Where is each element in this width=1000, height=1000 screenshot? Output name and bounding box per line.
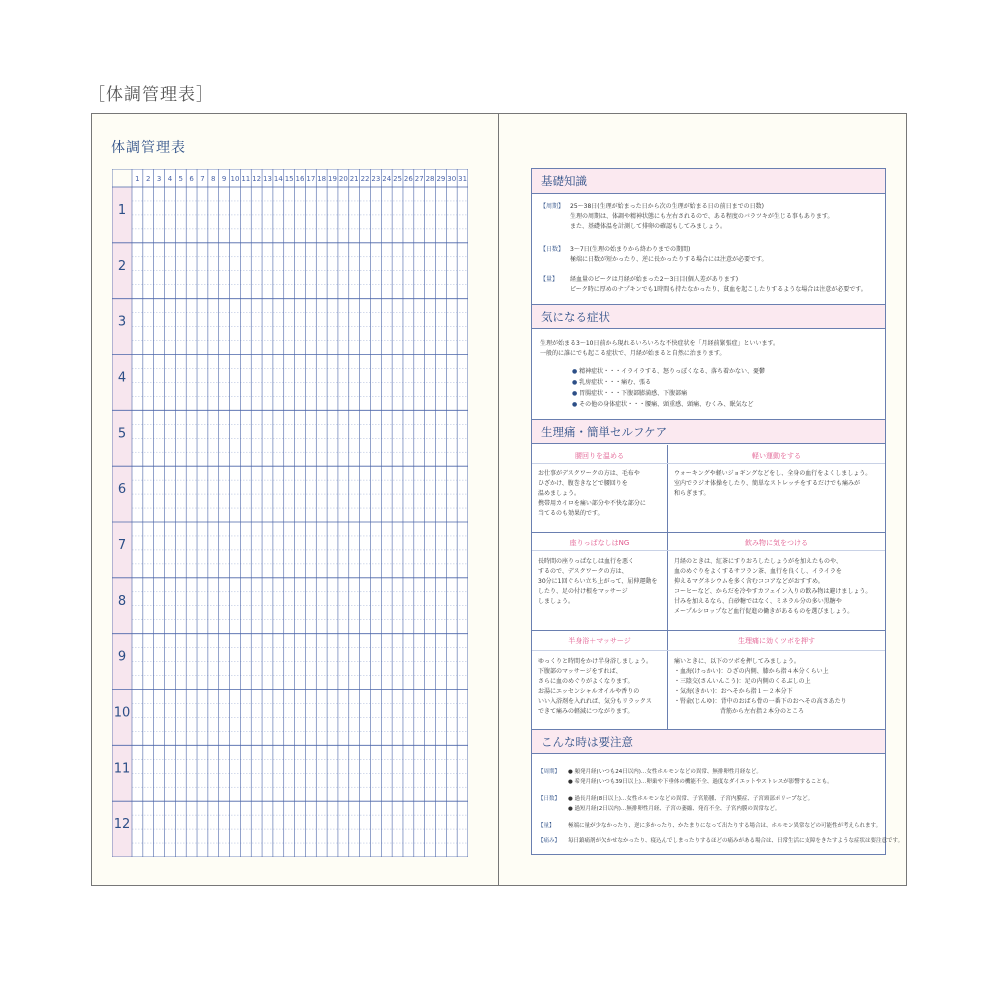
section-basics-title: 基礎知識 — [532, 169, 885, 194]
basics-cycle-line: 生理の周期は、体調や精神状態にも左右されるので、ある程度のバラツキが生じる事もあります。 — [570, 213, 834, 220]
month-row-label: 7 — [117, 537, 127, 553]
selfcare-row-divider — [532, 532, 885, 533]
bullet-dot-icon: ● — [572, 401, 580, 408]
day-header-label: 11 — [241, 175, 251, 183]
caution-line: ● 頻発月経(いつも24日以内)…女性ホルモンなどの異常、無排卵性月経など。 — [568, 769, 762, 775]
day-header-label: 12 — [252, 175, 262, 183]
caution-tag-pain: 【痛み】 — [538, 838, 561, 844]
day-header-label: 7 — [200, 175, 205, 183]
page-caption: ［体調管理表］ — [88, 85, 214, 105]
selfcare-line: 抑えるマグネシウムを多く含むココアなどがおすすめ。 — [674, 578, 824, 585]
month-row-label: 5 — [117, 426, 127, 442]
caution-item-days — [538, 794, 813, 814]
selfcare-line: いい入浴剤を入れれば、気分もリラックス — [538, 698, 652, 705]
basics-days-line: 3〜7日(生理の始まりから終わりまでの期間) — [570, 246, 691, 253]
selfcare-line: 携帯用カイロを痛い部分や不快な部分に — [538, 500, 646, 507]
day-header-label: 8 — [211, 175, 216, 183]
selfcare-line: 温めましょう。 — [538, 490, 581, 497]
day-header-label: 31 — [458, 175, 468, 183]
selfcare-line: ・三陰交(さんいんこう)：足の内側のくるぶしの上 — [674, 678, 811, 685]
day-header-label: 28 — [425, 175, 435, 183]
caution-tag-days: 【日数】 — [538, 796, 561, 802]
caution-line: 極端に量が少なかったり、逆に多かったり、かたまりになって出たりする場合は、ホルモン異常などの可能性が考えられます。 — [568, 823, 882, 829]
symptoms-intro-line: 生理が始まる3〜10日前から現れるいろいろな不快症状を「月経前緊張症」といいます。 — [540, 340, 779, 347]
day-header-label: 17 — [306, 175, 316, 183]
section-symptoms-title: 気になる症状 — [532, 304, 885, 329]
day-header-label: 24 — [382, 175, 392, 183]
day-header-label: 18 — [317, 175, 327, 183]
selfcare-line: メープルシロップなど血行促進の働きがあるものを選びましょう。 — [674, 608, 854, 615]
selfcare-line: ウォーキングや軽いジョギングなどをし、全身の血行をよくしましょう。 — [674, 470, 872, 477]
month-row-label: 12 — [113, 817, 131, 833]
basics-tag-cycle: 【周期】 — [540, 203, 565, 210]
condition-grid-svg — [112, 169, 468, 857]
day-header-label: 30 — [447, 175, 457, 183]
selfcare-line: したり、足の付け根をマッサージ — [538, 588, 628, 595]
symptom-bullet: その他の身体症状・・・腰痛、頭重感、頭痛、むくみ、眠気など — [579, 401, 754, 408]
day-header-label: 4 — [167, 175, 173, 183]
symptoms-intro-line: 一般的に誰にでも起こる症状で、月経が始まると自然に治まります。 — [540, 350, 726, 357]
day-header-label: 9 — [221, 175, 227, 183]
selfcare-cell-body — [538, 469, 646, 519]
bullet-dot-icon: ● — [572, 368, 580, 375]
basics-amount-line: ピーク時に厚めのナプキンでも1時間も持たなかったり、貧血を起こしたりするような場合は注意が必要です。 — [570, 286, 867, 293]
caution-tag-amount: 【量】 — [538, 823, 555, 829]
caution-tag-cycle: 【周期】 — [538, 769, 561, 775]
selfcare-cell-body — [674, 557, 871, 617]
selfcare-line: 30分に1回ぐらい立ち上がって、屈伸運動を — [538, 578, 658, 585]
symptoms-intro — [540, 339, 779, 359]
day-header-label: 3 — [156, 175, 162, 183]
basics-days-line: 極端に日数が短かったり、逆に長かったりする場合には注意が必要です。 — [570, 256, 768, 263]
day-header-label: 5 — [178, 175, 184, 183]
selfcare-line: ・血海(けっかい)：ひざの内側、膝から指４本分くらい上 — [674, 668, 829, 675]
selfcare-line: ゆっくりと時間をかけ半身浴しましょう。 — [538, 658, 652, 665]
selfcare-cell-body — [538, 657, 652, 717]
caution-line: ● 希発月経(いつも39日以上)…卵巣や下垂体の機能不全、過度なダイエットやストレスが影響することも。 — [568, 779, 833, 785]
day-header-label: 15 — [284, 175, 294, 183]
selfcare-line: 下腹部のマッサージをすれば、 — [538, 668, 622, 675]
month-row-label: 4 — [117, 370, 127, 386]
day-header-label: 2 — [146, 175, 151, 183]
caution-line: ● 過短月経(2日以内)…無排卵性月経、子宮の萎縮、発育不全、子宮内膜の異常など。 — [568, 806, 781, 812]
selfcare-line: 背筋から左右指２本分のところ — [714, 708, 805, 715]
selfcare-line: 和らぎます。 — [674, 490, 710, 497]
month-row-label: 11 — [113, 761, 131, 777]
selfcare-cell-body — [674, 657, 847, 717]
symptom-bullet: 精神症状・・・イライラする、怒りっぽくなる、落ち着かない、憂鬱 — [579, 368, 765, 375]
selfcare-line: さらに血のめぐりがよくなります。 — [538, 678, 634, 685]
selfcare-line: 月経のときは、紅茶にすりおろしたしょうがを加えたものや、 — [674, 558, 842, 565]
selfcare-column-divider — [667, 445, 668, 729]
day-header-label: 14 — [273, 175, 283, 183]
basics-tag-days: 【日数】 — [540, 246, 565, 253]
month-row-label: 8 — [117, 593, 127, 609]
day-header-label: 6 — [189, 175, 194, 183]
selfcare-line: 血のめぐりをよくするサフラン茶、血行を良くし、イライラを — [674, 568, 842, 575]
day-header-label: 25 — [393, 175, 403, 183]
day-header-label: 27 — [414, 175, 424, 183]
month-row-label: 1 — [117, 202, 127, 218]
selfcare-line: 甘みを加えるなら、白砂糖ではなく、ミネラル分の多い黒糖や — [674, 598, 842, 605]
selfcare-row-divider — [532, 630, 885, 631]
caution-item-amount — [538, 821, 881, 831]
day-header-label: 16 — [295, 175, 305, 183]
selfcare-cell-title: 飲み物に気をつける — [745, 539, 808, 547]
selfcare-line: コーヒーなど、からだを冷やすカフェイン入りの飲み物は避けましょう。 — [674, 588, 872, 595]
symptoms-bullet-list — [540, 366, 765, 410]
day-header-label: 21 — [349, 175, 359, 183]
selfcare-cell-title: 座りっぱなしはNG — [569, 539, 630, 547]
symptom-bullet: 乳房症状・・・痛む、張る — [579, 379, 652, 386]
month-row-label: 6 — [117, 482, 127, 498]
selfcare-line: お仕事がデスクワークの方は、毛布や — [538, 470, 640, 477]
month-row-label: 3 — [117, 314, 127, 330]
caution-line: ● 過長月経(8日以上)…女性ホルモンなどの異常、子宮筋腫、子宮内膜症、子宮頸部ポリープなど。 — [568, 796, 814, 802]
selfcare-cell-body — [538, 557, 657, 607]
basics-cycle-line: また、基礎体温を計測して排卵の確認もしてみましょう。 — [570, 223, 727, 230]
basics-item-amount — [540, 275, 867, 295]
book-spine — [498, 113, 499, 886]
month-row-label: 10 — [113, 705, 131, 721]
selfcare-line: 長時間の座りっぱなしは血行を悪く — [538, 558, 635, 565]
caution-item-pain — [538, 836, 903, 846]
selfcare-row-divider — [532, 550, 885, 551]
selfcare-line: ひざかけ、腹巻きなどで腰回りを — [538, 480, 628, 487]
basics-amount-line: 経血量のピークは月経が始まった2〜3日目(個人差があります) — [570, 276, 739, 283]
selfcare-line: するので、デスクワークの方は、 — [538, 568, 628, 575]
selfcare-line: 当てるのも効果的です。 — [538, 510, 604, 517]
selfcare-line: お湯にエッセンシャルオイルや香りの — [538, 688, 640, 695]
selfcare-cell-title: 腰回りを温める — [575, 452, 624, 460]
selfcare-cell-title: 半身浴＋マッサージ — [568, 637, 631, 645]
month-row-label: 9 — [117, 649, 127, 665]
caution-line: 毎日鎮痛剤が欠かせなかったり、寝込んでしまったりするほどの痛みがある場合は、日常生活に支障をきたすような症状は要注意です。 — [568, 838, 904, 844]
section-selfcare-title: 生理痛・簡単セルフケア — [532, 419, 885, 444]
symptom-bullet: 胃腸症状・・・下腹部膨満感、下腹部痛 — [579, 390, 688, 397]
month-row-label: 2 — [117, 258, 127, 274]
basics-item-days — [540, 245, 768, 265]
section-caution-title: こんな時は要注意 — [532, 729, 885, 754]
basics-cycle-line: 25〜38日(生理が始まった日から次の生理が始まる日の前日までの日数) — [570, 203, 764, 210]
day-header-label: 29 — [436, 175, 446, 183]
day-header-label: 13 — [263, 175, 272, 183]
day-header-label: 19 — [328, 175, 337, 183]
selfcare-cell-body — [674, 469, 871, 499]
selfcare-line: 痛いときに、以下のツボを押してみましょう。 — [674, 658, 800, 665]
caution-item-cycle — [538, 767, 833, 787]
condition-grid — [112, 169, 468, 861]
bullet-dot-icon: ● — [572, 390, 580, 397]
bullet-dot-icon: ● — [572, 379, 580, 386]
selfcare-line: 室内でラジオ体操をしたり、簡単なストレッチをするだけでも痛みが — [674, 480, 860, 487]
info-panel — [531, 168, 904, 855]
day-header-label: 22 — [360, 175, 370, 183]
basics-item-cycle — [540, 202, 833, 232]
day-header-label: 23 — [371, 175, 381, 183]
selfcare-row-divider — [532, 650, 885, 651]
selfcare-line: ・腎兪(じんゆ)：背中のおばら骨の一番下のおへその高さあたり — [674, 698, 847, 705]
day-header-label: 10 — [230, 175, 240, 183]
day-header-label: 1 — [135, 175, 140, 183]
selfcare-row-divider — [532, 463, 885, 464]
selfcare-cell-title: 軽い運動をする — [752, 452, 801, 460]
selfcare-cell-title: 生理痛に効くツボを押す — [738, 637, 815, 645]
selfcare-line: できて痛みの軽減につながります。 — [538, 708, 634, 715]
selfcare-line: ・気海(きかい)：おへそから指１〜２本分下 — [674, 688, 793, 695]
left-page-title: 体調管理表 — [111, 140, 186, 156]
day-header-label: 26 — [403, 175, 413, 183]
day-header-label: 20 — [338, 175, 348, 183]
basics-tag-amount: 【量】 — [540, 276, 559, 283]
selfcare-line: しましょう。 — [538, 598, 575, 605]
